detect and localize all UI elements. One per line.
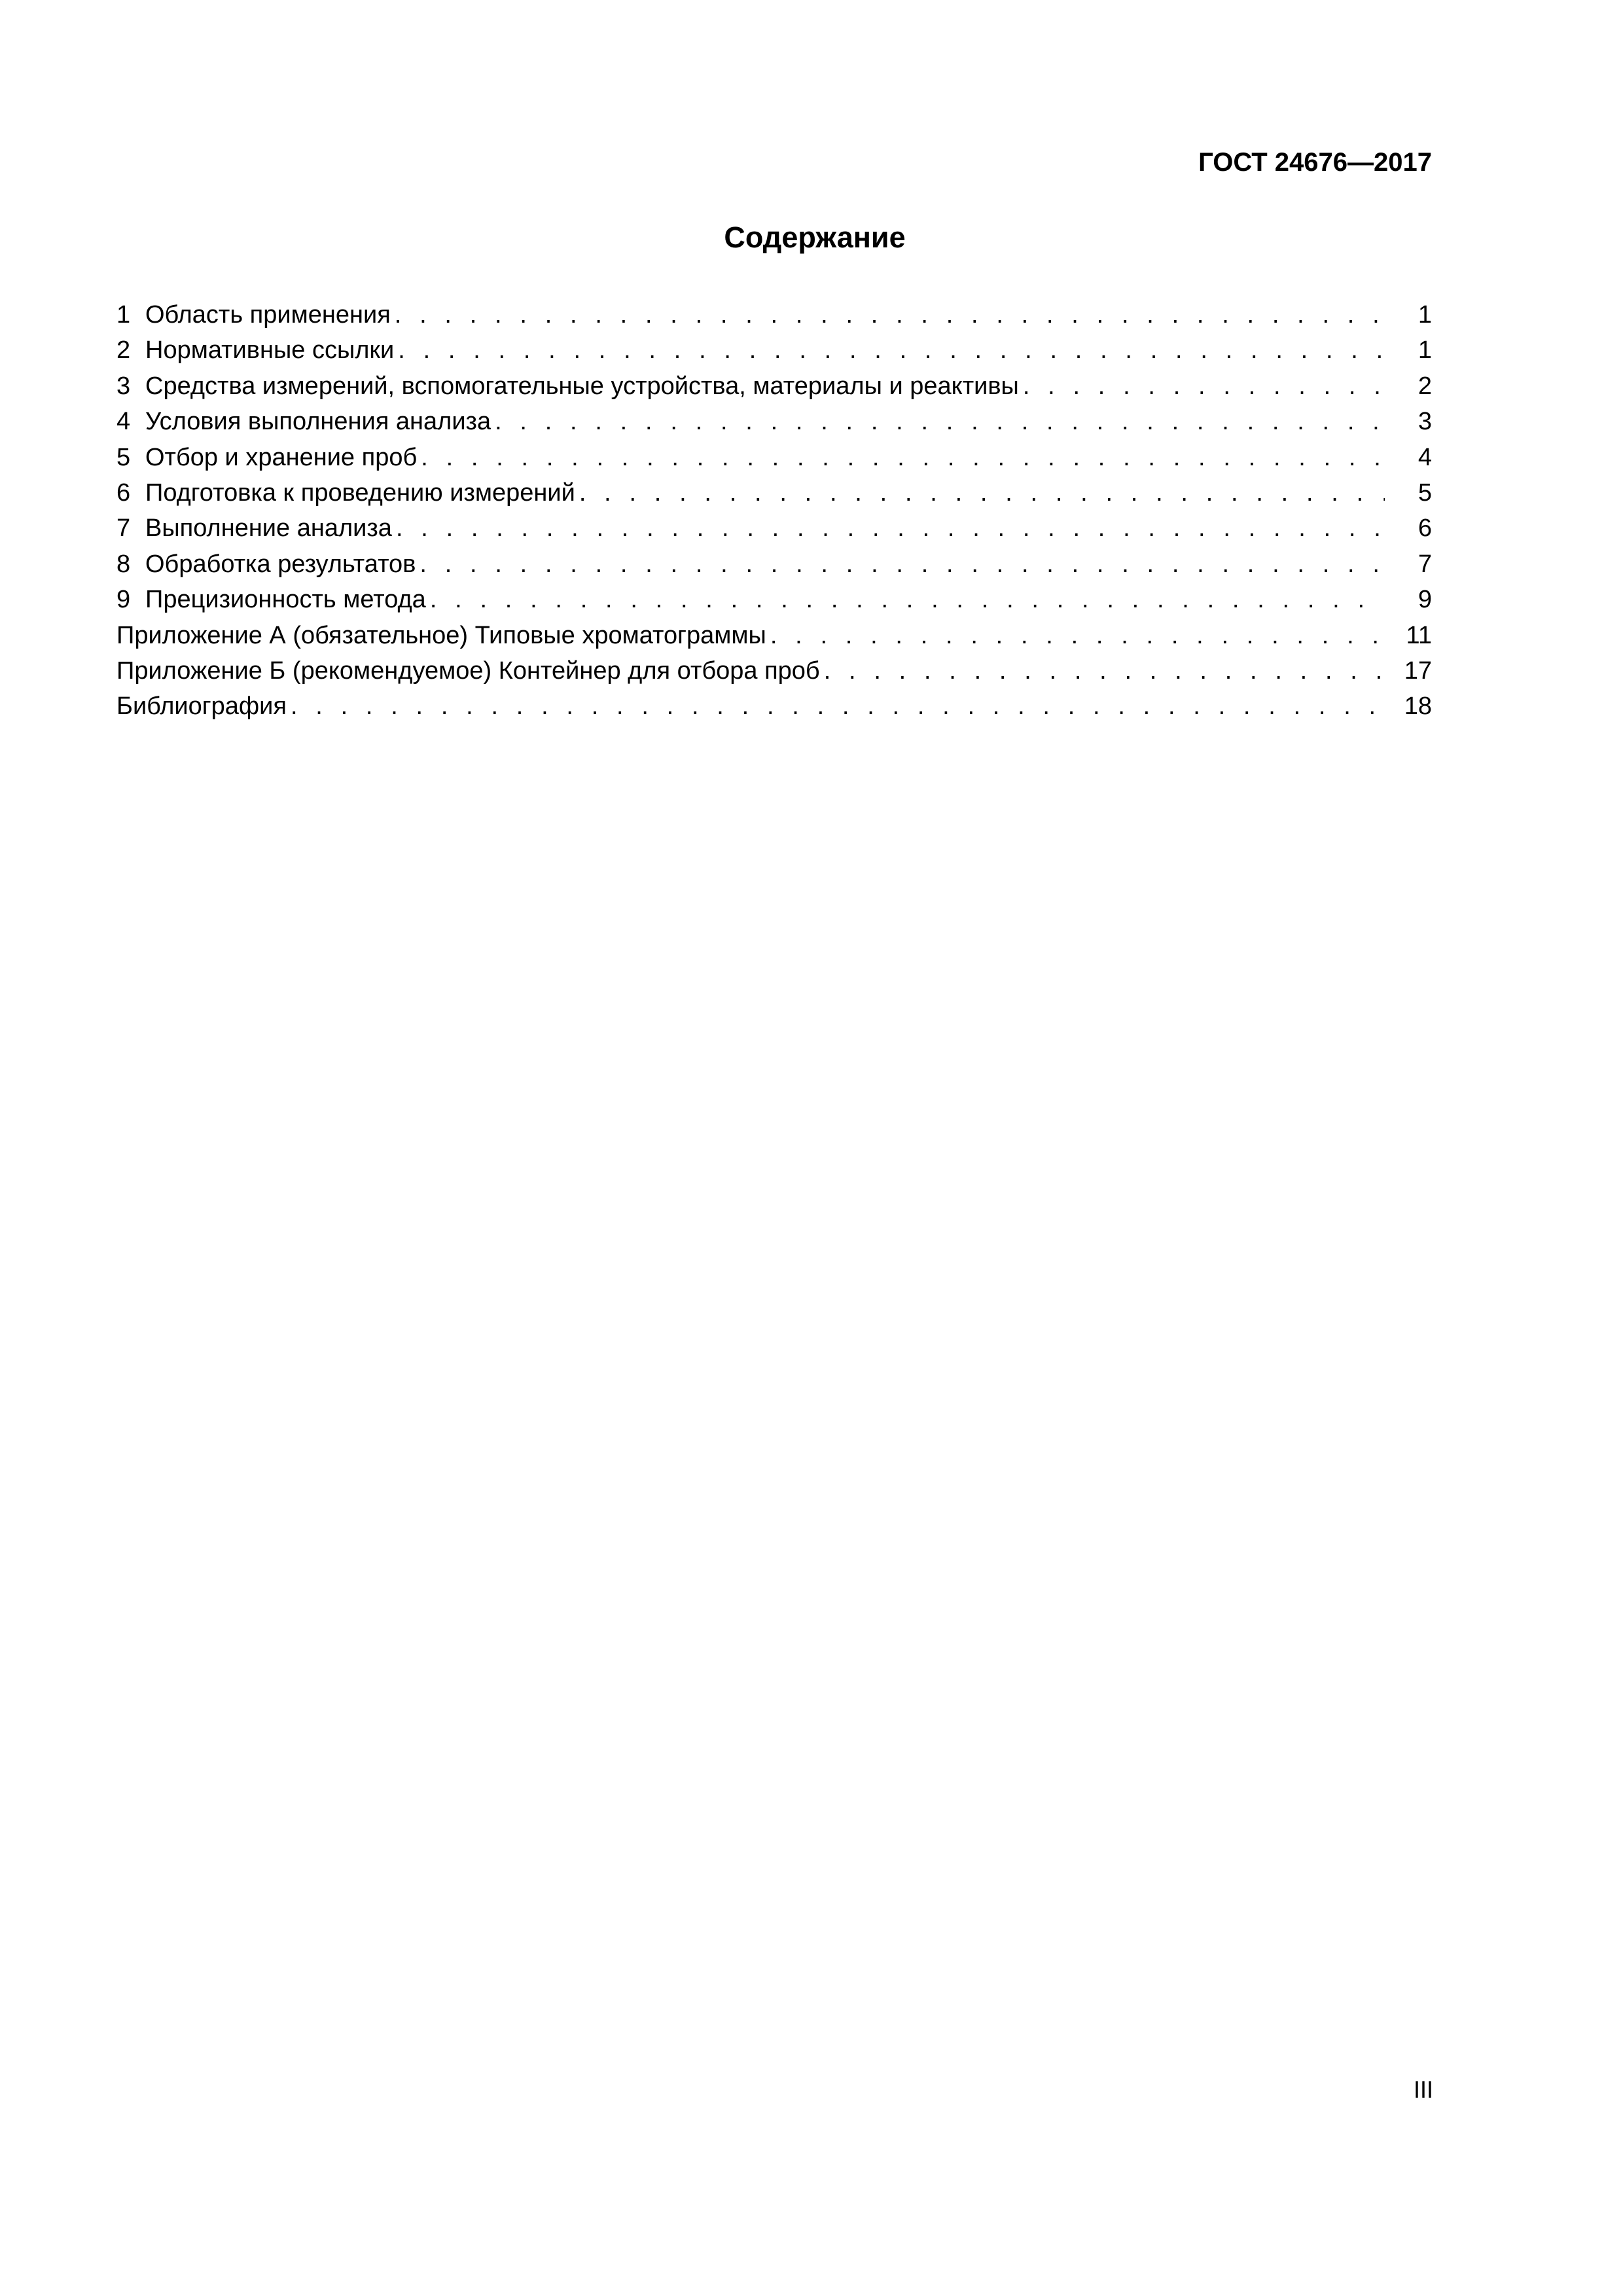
- dot-leader: [395, 297, 1385, 332]
- toc-entry-page: 18: [1404, 692, 1432, 721]
- toc-entry-label: Выполнение анализа: [145, 514, 392, 543]
- toc-entry-label: Условия выполнения анализа: [145, 408, 491, 436]
- toc-entry[interactable]: [116, 511, 1432, 546]
- table-of-contents: [116, 297, 1432, 725]
- dot-leader: [430, 582, 1385, 617]
- toc-entry-page: 5: [1418, 478, 1432, 507]
- toc-entry-page: 17: [1404, 656, 1432, 685]
- toc-entry-label: Отбор и хранение проб: [145, 443, 418, 471]
- dot-leader: [291, 689, 1385, 724]
- toc-entry-number: 5: [116, 443, 131, 471]
- toc-entry-label: Библиография: [116, 692, 287, 721]
- toc-entry[interactable]: [116, 547, 1432, 582]
- toc-entry[interactable]: [116, 332, 1432, 368]
- toc-entry-number: 8: [116, 550, 131, 578]
- toc-entry-number: 9: [116, 586, 131, 614]
- toc-entry-page: 11: [1406, 621, 1432, 649]
- dot-leader: [398, 332, 1385, 368]
- dot-leader: [421, 440, 1385, 475]
- dot-leader: [1023, 368, 1385, 404]
- toc-entry[interactable]: [116, 582, 1432, 617]
- toc-entry-appendix[interactable]: [116, 653, 1432, 689]
- toc-entry-number: 4: [116, 408, 131, 436]
- toc-entry-page: 9: [1418, 586, 1432, 614]
- toc-entry-page: 3: [1418, 408, 1432, 436]
- toc-entry-label: Приложение Б (рекомендуемое) Контейнер для отбора проб: [116, 656, 820, 685]
- toc-entry-page: 1: [1418, 336, 1432, 365]
- page-number: III: [1413, 2076, 1433, 2103]
- toc-entry-page: 4: [1418, 443, 1432, 471]
- toc-entry-number: 6: [116, 478, 131, 507]
- toc-entry-label: Нормативные ссылки: [145, 336, 395, 365]
- toc-entry[interactable]: [116, 440, 1432, 475]
- toc-entry-number: 7: [116, 514, 131, 543]
- toc-entry-page: 7: [1418, 550, 1432, 578]
- dot-leader: [419, 547, 1385, 582]
- document-id: ГОСТ 24676—2017: [1198, 148, 1432, 177]
- toc-entry-label: Прецизионность метода: [145, 586, 426, 614]
- toc-entry-number: 3: [116, 372, 131, 400]
- toc-entry[interactable]: [116, 475, 1432, 511]
- toc-entry[interactable]: [116, 404, 1432, 439]
- toc-entry-appendix[interactable]: [116, 618, 1432, 653]
- toc-entry-label: Обработка результатов: [145, 550, 416, 578]
- toc-entry-page: 6: [1418, 514, 1432, 543]
- toc-entry-label: Средства измерений, вспомогательные устройства, материалы и реактивы: [145, 372, 1019, 400]
- dot-leader: [396, 511, 1385, 546]
- dot-leader: [824, 653, 1385, 689]
- toc-title: Содержание: [724, 221, 906, 254]
- toc-entry-bibliography[interactable]: [116, 689, 1432, 724]
- dot-leader: [495, 404, 1385, 439]
- toc-entry-label: Приложение А (обязательное) Типовые хроматограммы: [116, 621, 766, 649]
- toc-entry[interactable]: [116, 297, 1432, 332]
- toc-entry-label: Подготовка к проведению измерений: [145, 478, 575, 507]
- toc-entry-number: 1: [116, 301, 131, 329]
- toc-entry-page: 1: [1418, 301, 1432, 329]
- toc-entry-page: 2: [1418, 372, 1432, 400]
- toc-entry-number: 2: [116, 336, 131, 365]
- dot-leader: [579, 475, 1385, 511]
- toc-entry-label: Область применения: [145, 301, 391, 329]
- toc-entry[interactable]: [116, 368, 1432, 404]
- dot-leader: [770, 618, 1385, 653]
